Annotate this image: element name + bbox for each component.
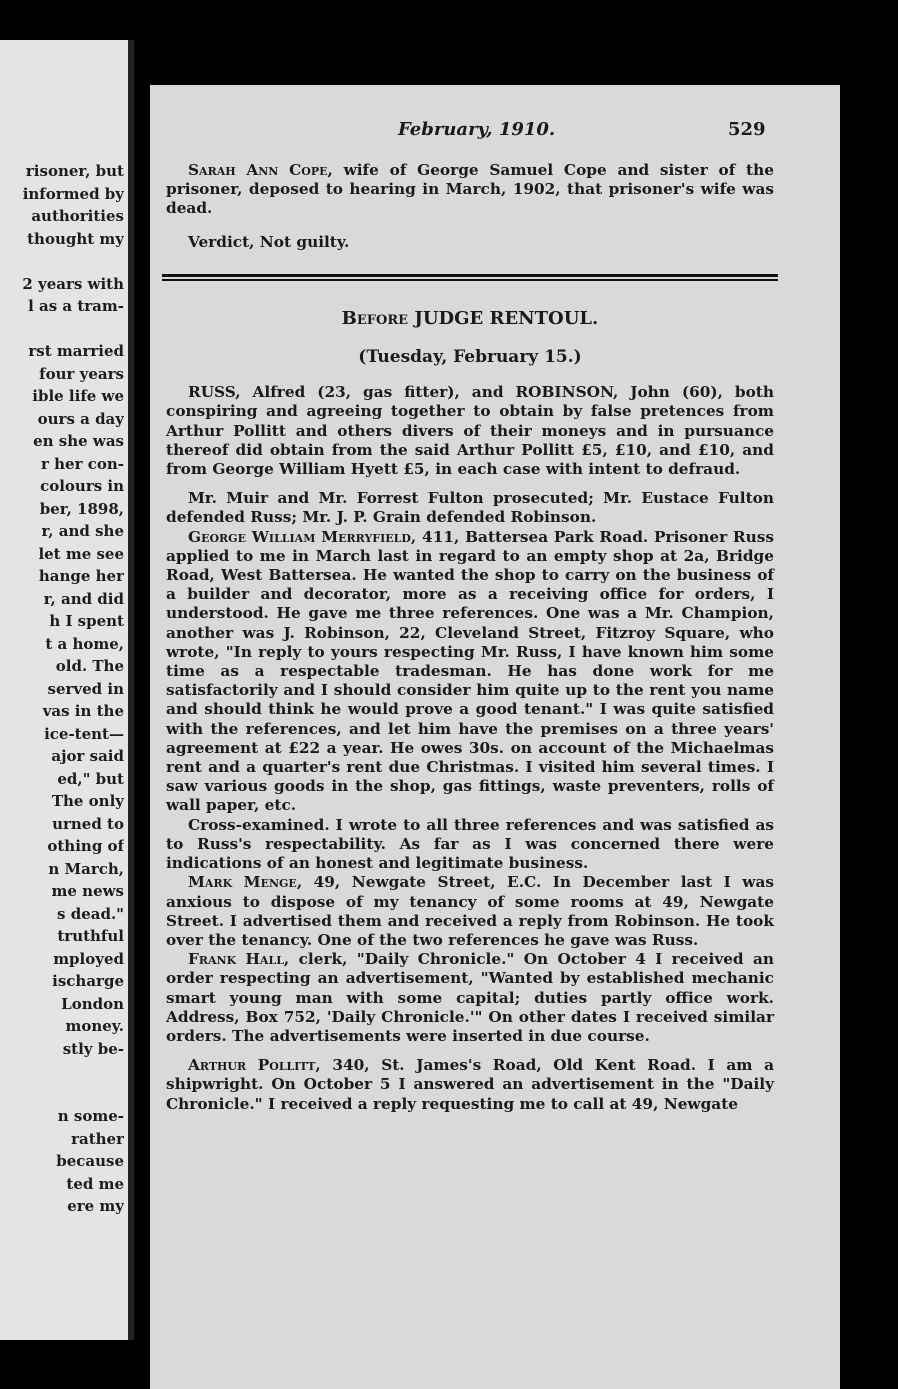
date-line: (Tuesday, February 15.): [358, 347, 582, 368]
verdict: Verdict, Not guilty.: [188, 232, 350, 251]
left-page-line: served in: [47, 679, 124, 698]
indictment: RUSS, Alfred (23, gas fitter), and ROBINSON, John (60), both conspiring and agreeing together to obtain by false pretences from Arthur Pollitt and others divers of their moneys and in pursuance thereof did obtain from the said Arthur Pollitt £5, £10, and £10, and from George William Hyett £5, in each case with intent to defraud.: [166, 383, 774, 479]
left-page-line: t a home,: [45, 634, 124, 653]
witness-paragraph: [166, 873, 774, 950]
left-page-line: let me see: [38, 544, 124, 563]
left-page-line: ice-tent—: [44, 724, 124, 743]
witness-name: Arthur Pollitt,: [188, 1056, 321, 1075]
witness-text: 49, Newgate Street, E.C. In December last I was anxious to dispose of my tenancy of some rooms at 49, Newgate Street. I advertised them and received a reply from Robinson. He took over the tenancy. One of the two references he gave was Russ.: [166, 873, 774, 949]
witness-text: clerk, "Daily Chronicle." On October 4 I received an order respecting an advertisement, "Wanted by established mechanic smart young man with some capital; duties partly office work. Address, Box 752, 'Daily Chronicle.'" On other dates I received similar orders. The advertisements were inserted in due course.: [166, 950, 774, 1045]
witness-paragraph: [166, 528, 774, 816]
page-body: [166, 161, 774, 1114]
left-page-line: ed," but: [57, 769, 124, 788]
left-page-line: urned to: [52, 814, 124, 833]
left-page-line: hange her: [38, 567, 124, 585]
left-page-line: rather: [71, 1129, 124, 1148]
left-page-line: l as a tram-: [28, 297, 124, 315]
left-page-line: r, and did: [43, 589, 124, 608]
left-page-line: [0, 1060, 124, 1083]
section-title: [166, 309, 774, 328]
section-prefix: Before: [341, 307, 409, 329]
left-page-line: ible life we: [32, 387, 124, 405]
witness-text: 340, St. James's Road, Old Kent Road. I am a shipwright. On October 5 I answered an advertisement in the "Daily Chronicle." I received a reply requesting me to call at 49, Newgate: [166, 1056, 774, 1113]
left-page-line: old. The: [55, 657, 124, 675]
left-page-line: The only: [51, 792, 124, 810]
left-page-line: because: [56, 1152, 124, 1170]
left-page-line: r, and she: [41, 522, 124, 540]
left-page-line: [0, 1083, 124, 1106]
left-page-line: stly be-: [62, 1039, 124, 1058]
left-page-line: truthful: [57, 927, 124, 945]
section-judge: JUDGE RENTOUL.: [408, 307, 599, 329]
left-page-line: colours in: [40, 477, 124, 495]
witness-name: Mark Menge,: [188, 873, 303, 892]
left-page-line: ours a day: [37, 409, 124, 428]
cross-examination: Cross-examined. I wrote to all three references and was satisfied as to Russ's respectability. As far as I was concerned there were indications of an honest and legitimate business.: [166, 815, 774, 873]
left-page-line: mployed: [53, 949, 124, 968]
left-page-line: money.: [65, 1017, 124, 1035]
left-page-text: [0, 160, 124, 1218]
counsel: Mr. Muir and Mr. Forrest Fulton prosecuted; Mr. Eustace Fulton defended Russ; Mr. J. P. Grain defended Robinson.: [166, 489, 774, 527]
witness-name: Frank Hall,: [188, 950, 290, 969]
left-page-line: informed by: [22, 184, 124, 203]
left-page-line: 2 years with: [22, 274, 124, 293]
witness-paragraph: [166, 1056, 774, 1114]
witness-name: Sarah Ann Cope,: [188, 161, 333, 179]
left-page-line: ajor said: [51, 747, 124, 765]
left-page-line: me news: [51, 882, 124, 900]
left-page-line: thought my: [27, 229, 124, 248]
witness-paragraph: [166, 950, 774, 1046]
left-page-line: ber, 1898,: [39, 499, 124, 518]
right-page: [150, 85, 840, 1389]
left-page-line: n some-: [57, 1107, 124, 1125]
left-page-line: ischarge: [52, 972, 124, 990]
witness-paragraph: [166, 161, 774, 219]
page-number: 529: [728, 119, 766, 140]
left-page-line: four years: [39, 364, 124, 383]
witness-text: wife of George Samuel Cope and sister of the prisoner, deposed to hearing in March, 1902, that prisoner's wife was dead.: [166, 161, 774, 218]
left-page-line: othing of: [47, 837, 124, 855]
left-page-line: s dead.": [57, 904, 124, 923]
left-page-line: h I spent: [49, 612, 124, 630]
left-page-line: authorities: [31, 207, 124, 225]
witness-name: George William Merryfield,: [188, 527, 417, 546]
page-header: [150, 119, 840, 141]
left-page-line: n March,: [48, 859, 124, 878]
left-page-line: rst married: [28, 342, 124, 360]
section-rule: [162, 274, 778, 281]
left-page-line: ere my: [67, 1197, 124, 1215]
running-head: February, 1910.: [398, 119, 556, 140]
witness-text: 411, Battersea Park Road. Prisoner Russ applied to me in March last in regard to an empty shop at 2a, Bridge Road, West Battersea. He wanted the shop to carry on the business of a builder and decorator, more as a receiving office for orders, I understood. He gave me three references. One was a Mr. Champion, another was J. Robinson, 22, Cleveland Street, Fitzroy Square, who wrote, "In reply to yours respecting Mr. Russ, I have known him some time as a respectable tradesman. He has done work for me satisfactorily and I should consider him quite up to the rent you name and should think he would prove a good tenant." I was quite satisfied with the references, and let him have the premises on a three years' agreement at £22 a year. He owes 30s. on account of the Michaelmas rent and a quarter's rent due Christmas. I visited him several times. I saw various goods in the shop, gas fittings, waste preventers, rolls of wall paper, etc.: [166, 527, 774, 815]
left-page-line: risoner, but: [25, 162, 124, 180]
left-page-line: r her con-: [41, 454, 124, 473]
left-page-line: ted me: [66, 1174, 124, 1193]
left-page-line: [0, 318, 124, 341]
left-page-line: London: [61, 994, 124, 1013]
left-page-line: en she was: [33, 432, 124, 450]
left-facing-page: [0, 40, 134, 1340]
left-page-line: [0, 250, 124, 273]
left-page-line: vas in the: [42, 702, 124, 720]
